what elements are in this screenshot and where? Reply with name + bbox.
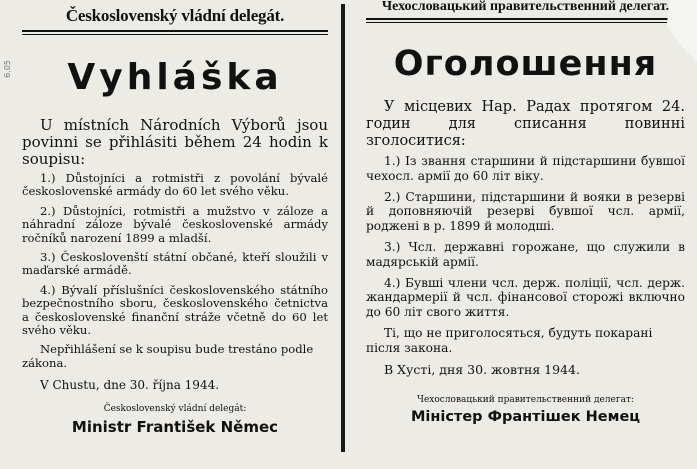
ukrainian-item-1: 1.) Із звання старшини й підстаршини бувшої чехосл. армії до 60 літ віку. — [366, 154, 685, 183]
ukrainian-signature-title: Чехословацький правительственний делегат: — [417, 394, 634, 405]
ukrainian-penalty: Ті, що не приголосяться, будуть покарані після закона. — [366, 325, 653, 355]
column-divider — [341, 4, 345, 452]
ukrainian-header-rule-thin — [366, 22, 685, 23]
czech-signature-name: Ministr František Němec — [71, 418, 279, 437]
czech-title: Vyhláška — [67, 57, 283, 98]
czech-header-rule — [22, 30, 328, 32]
ukrainian-date: В Хусті, дня 30. жовтня 1944. — [384, 361, 580, 377]
czech-date: V Chustu, dne 30. října 1944. — [40, 378, 220, 393]
czech-penalty: Nepřihlášení se k soupisu bude trestáno podle zákona. — [22, 342, 314, 370]
ukrainian-item-2: 2.) Старшини, підстаршини й вояки в резерві й доповняючій резерві бувшої чсл. армії, роджені в р. 1899 й молодші. — [366, 189, 685, 234]
ukrainian-header: Чехословацький правительственний делегат. — [381, 0, 670, 14]
czech-item-1: 1.) Důstojníci a rotmistři z povolání bývalé československé armády do 60 let svého věku. — [22, 171, 328, 199]
ukrainian-signature-name: Міністер Франтішек Немец — [410, 408, 641, 425]
ukrainian-intro: У місцевих Нар. Радах протягом 24. годин для списання повинні зголоситися: — [366, 99, 685, 149]
ukrainian-column — [348, 0, 697, 469]
czech-header: Československý vládní delegát. — [65, 6, 285, 25]
ukrainian-item-3: 3.) Чсл. державні горожане, що служили в мадярській армії. — [366, 239, 685, 269]
ukrainian-item-4: 4.) Бувші члени чсл. держ. поліції, чсл. держ. жандармерії й чсл. фінансової сторожі включно до 60 літ свого життя. — [366, 275, 685, 320]
margin-mark: 6.05 — [3, 60, 12, 78]
czech-item-3: 3.) Českoslovenští státní občané, kteří sloužili v maďarské armádě. — [22, 250, 328, 278]
czech-item-2: 2.) Důstojníci, rotmistři a mužstvo v záloze a náhradní záloze bývalé československé armády ročníků narození 1899 a mladší. — [22, 203, 328, 245]
czech-header-rule-thin — [22, 34, 328, 35]
ukrainian-items — [366, 154, 685, 320]
ukrainian-header-rule — [366, 18, 685, 20]
czech-items — [22, 172, 328, 337]
czech-signature-title: Československý vládní delegát: — [103, 404, 247, 415]
czech-intro: U místních Národních Výborů jsou povinni se přihlásiti během 24 hodin k soupisu: — [22, 116, 328, 168]
czech-column — [0, 0, 342, 469]
czech-item-4: 4.) Bývalí příslušníci československého státního bezpečnostního sboru, československého četnictva a československé finanční stráže včetně do 60 let svého věku. — [22, 282, 328, 338]
ukrainian-title: Оголошення — [393, 44, 658, 84]
